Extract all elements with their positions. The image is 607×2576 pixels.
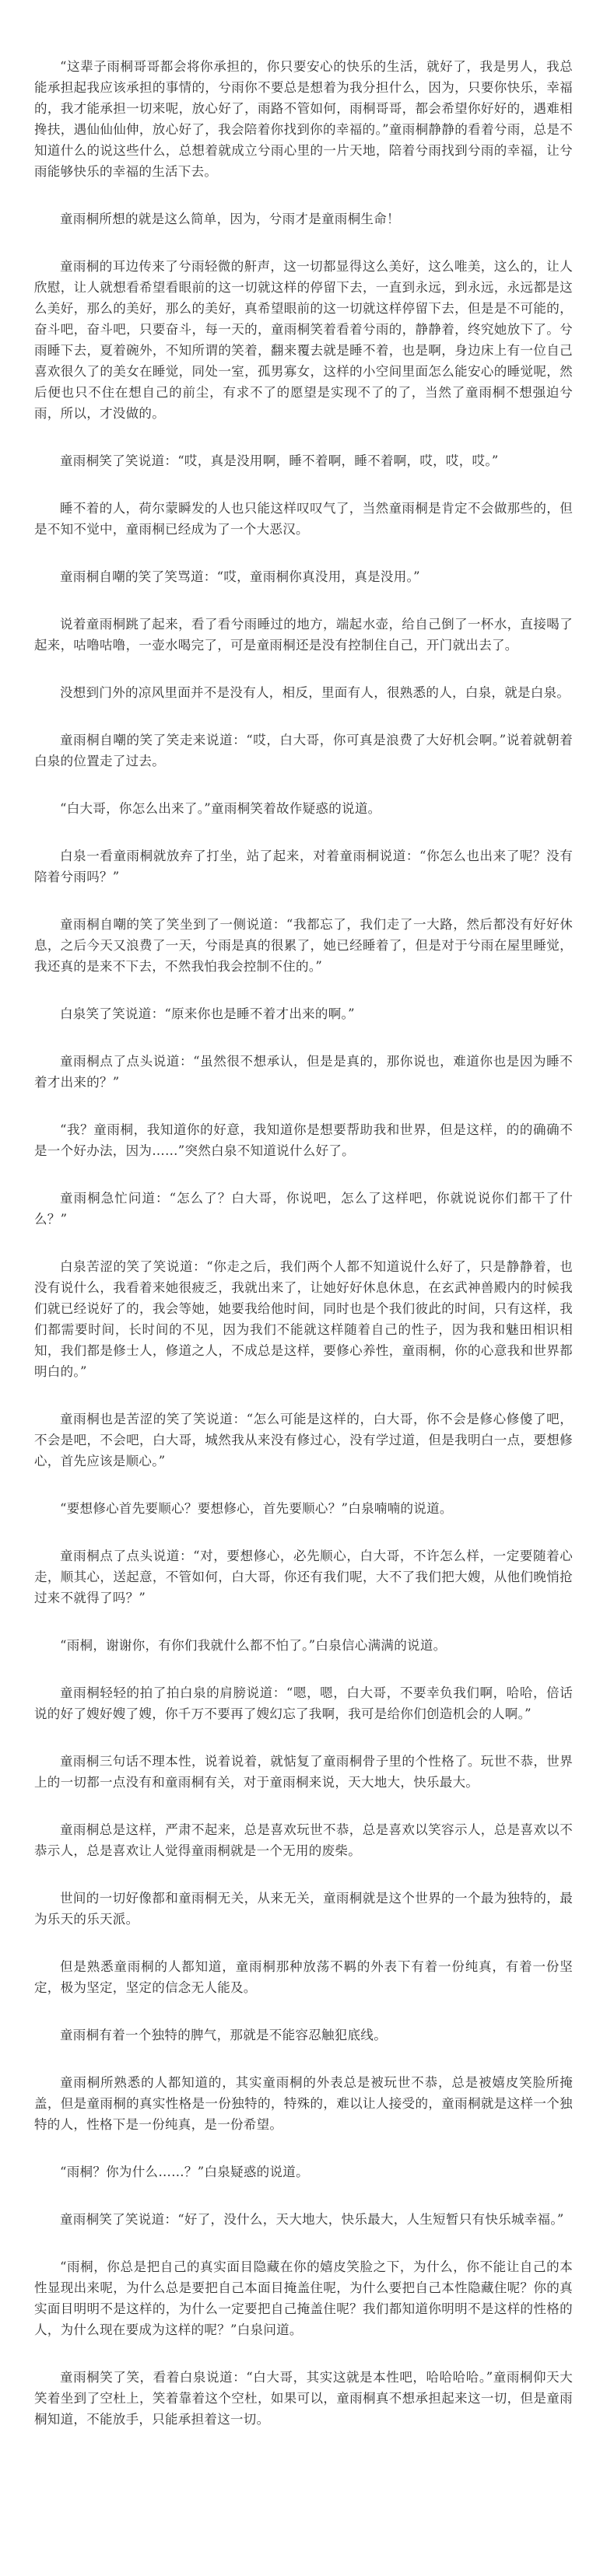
paragraph-9: 童雨桐自嘲的笑了笑走来说道：“哎，白大哥，你可真是浪费了大好机会啊。”说着就朝着白泉的位置走了过去。	[34, 733, 573, 768]
paragraph-6: 童雨桐自嘲的笑了笑骂道：“哎，童雨桐你真没用，真是没用。”	[60, 569, 420, 584]
paragraph-18: 童雨桐也是苦涩的笑了笑说道：“怎么可能是这样的，白大哥，你不会是修心修傻了吧，不会是吧，不会吧，白大哥，城然我从来没有修过心，没有学过道，但是我明白一点，要想修心，首先应该是顺心。”	[34, 1412, 573, 1468]
paragraph-26: 但是熟悉童雨桐的人都知道，童雨桐那种放荡不羁的外表下有着一份纯真，有着一份坚定，极为坚定，坚定的信念无人能及。	[34, 1959, 573, 1995]
paragraph-21: “雨桐，谢谢你，有你们我就什么都不怕了。”白泉信心满满的说道。	[60, 1638, 447, 1653]
paragraph-17: 白泉苦涩的笑了笑说道：“你走之后，我们两个人都不知道说什么好了，只是静静着，也没有说什么，我看着来她很疲乏，我就出来了，让她好好休息休息，在玄武神兽殿内的时候我们就已经说好了的，我会等她，她要我给他时间，同时也是个我们彼此的时间，只有这样，我们都需要时间，长时间的不见，因为我们不能就这样随着自己的性子，因为我和魅田相识相知，我们都是修士人，修道之人，不成总是这样，要修心养性，童雨桐，你的心意我和世界都明白的。”	[34, 1259, 573, 1379]
paragraph-13: 白泉笑了笑说道：“原来你也是睡不着才出来的啊。”	[60, 1006, 355, 1021]
paragraph-32: 童雨桐笑了笑，看着白泉说道：“白大哥，其实这就是本性吧，哈哈哈哈。”童雨桐仰天大笑着坐到了空杜上，笑着靠着这个空杜，如果可以，童雨桐真不想承担起来这一切，但是童雨桐知道，不能放手，只能承担着这一切。	[34, 2370, 573, 2427]
paragraph-1: “这辈子雨桐哥哥都会将你承担的，你只要安心的快乐的生活，就好了，我是男人，我总能承担起我应该承担的事情的，兮雨你不要总是想着为我分担什么，因为，只要你快乐，幸福的，我才能承担一切来呢，放心好了，雨路不管如何，雨桐哥哥，都会希望你好好的，遇难相搀扶，遇仙仙仙伸，放心好了，我会陪着你找到你的幸福的。”童雨桐静静的看着兮雨，总是不知道什么的说这些什么，总想着就成立兮雨心里的一片天地，陪着兮雨找到兮雨的幸福，让兮雨能够快乐的幸福的生活下去。	[34, 59, 573, 179]
paragraph-3: 童雨桐的耳边传来了兮雨轻微的鼾声，这一切都显得这么美好，这么唯美，这么的，让人欣慰，让人就想看希望看眼前的这一切就这样的停留下去，一直到永远，到永远，永远都是这么美好，那么的美好，那么的美好，真希望眼前的这一切就这样停留下去，但是是不可能的，奋斗吧，奋斗吧，只要奋斗，每一天的，童雨桐笑着看着兮雨的，静静着，终究她放下了。兮雨睡下去，夏着碗外，不知所谓的笑着，翻来覆去就是睡不着，也是啊，身边床上有一位自己喜欢很久了的美女在睡觉，同处一室，孤男寡女，这样的小空间里面怎么能安心的睡觉呢，然后便也只不住在想自己的前尘，有求不了的愿望是实现不了的了，当然了童雨桐不想强迫兮雨，所以，才没做的。	[34, 259, 573, 421]
paragraph-24: 童雨桐总是这样，严肃不起来，总是喜欢玩世不恭，总是喜欢以笑容示人，总是喜欢以不恭示人，总是喜欢让人觉得童雨桐就是一个无用的废柴。	[34, 1822, 573, 1858]
paragraph-7: 说着童雨桐跳了起来，看了看兮雨睡过的地方，端起水壶，给自己倒了一杯水，直接喝了起来，咕噜咕噜，一壶水喝完了，可是童雨桐还是没有控制住自己，开门就出去了。	[34, 617, 573, 653]
paragraph-10: “白大哥，你怎么出来了。”童雨桐笑着故作疑惑的说道。	[60, 801, 381, 816]
paragraph-2: 童雨桐所想的就是这么简单，因为，兮雨才是童雨桐生命！	[60, 212, 400, 226]
paragraph-8: 没想到门外的凉风里面并不是没有人，相反，里面有人，很熟悉的人，白泉，就是白泉。	[60, 685, 570, 700]
paragraph-12: 童雨桐自嘲的笑了笑坐到了一侧说道：“我都忘了，我们走了一大路，然后都没有好好休息，之后今天又浪费了一天，兮雨是真的很累了，她已经睡着了，但是对于兮雨在屋里睡觉，我还真的是来不下去，不然我怕我会控制不住的。”	[34, 917, 573, 974]
paragraph-30: 童雨桐笑了笑说道：“好了，没什么，天大地大，快乐最大，人生短暂只有快乐城幸福。”	[60, 2212, 564, 2227]
paragraph-23: 童雨桐三句话不理本性，说着说着，就惦复了童雨桐骨子里的个性格了。玩世不恭，世界上的一切都一点没有和童雨桐有关，对于童雨桐来说，天大地大，快乐最大。	[34, 1754, 573, 1790]
paragraph-28: 童雨桐所熟悉的人都知道的，其实童雨桐的外表总是被玩世不恭，总是被嬉皮笑脸所掩盖，但是童雨桐的真实性格是一份独特的，特殊的，难以让人接受的，童雨桐就是这样一个独特的人，性格下是一份纯真，是一份希望。	[34, 2075, 573, 2132]
paragraph-16: 童雨桐急忙问道：“怎么了？白大哥，你说吧，怎么了这样吧，你就说说你们都干了什么？”	[34, 1191, 573, 1227]
paragraph-27: 童雨桐有着一个独特的脾气，那就是不能容忍触犯底线。	[60, 2028, 387, 2042]
paragraph-25: 世间的一切好像都和童雨桐无关，从来无关，童雨桐就是这个世界的一个最为独特的，最为乐天的乐天派。	[34, 1891, 573, 1927]
paragraph-14: 童雨桐点了点头说道：“虽然很不想承认，但是是真的，那你说也，难道你也是因为睡不着才出来的？”	[34, 1054, 573, 1090]
paragraph-11: 白泉一看童雨桐就放弃了打坐，站了起来，对着童雨桐说道：“你怎么也出来了呢？没有陪着兮雨吗？”	[34, 849, 573, 884]
paragraph-20: 童雨桐点了点头说道：“对，要想修心，必先顺心，白大哥，不许怎么样，一定要随着心走，顺其心，送起意，不管如何，白大哥，你还有我们呢，大不了我们把大嫂，从他们晚悄抢过来不就得了吗？”	[34, 1549, 573, 1605]
paragraph-22: 童雨桐轻轻的拍了拍白泉的肩膀说道：“嗯，嗯，白大哥，不要幸负我们啊，哈哈，倍话说的好了嫂好嫂了嫂，你千万不要再了嫂幻忘了我啊，我可是给你们创造机会的人啊。”	[34, 1685, 573, 1721]
paragraph-31: “雨桐，你总是把自己的真实面目隐藏在你的嬉皮笑脸之下，为什么，你不能让自己的本性显现出来呢，为什么总是要把自己本面目掩盖住呢，为什么要把自己本性隐藏住呢？你的真实面目明明不是这样的，为什么一定要把自己掩盖住呢？我们都知道你明明不是这样的性格的人，为什么现在要成为这样的呢？”白泉问道。	[34, 2259, 573, 2337]
paragraph-15: “我？童雨桐，我知道你的好意，我知道你是想要帮助我和世界，但是这样，的的确确不是一个好办法，因为……”突然白泉不知道说什么好了。	[34, 1122, 573, 1158]
paragraph-19: “要想修心首先要顺心？要想修心，首先要顺心？”白泉喃喃的说道。	[60, 1501, 453, 1516]
paragraph-29: “雨桐？你为什么……？”白泉疑惑的说道。	[60, 2165, 309, 2179]
paragraph-5: 睡不着的人，荷尔蒙瞬发的人也只能这样叹叹气了，当然童雨桐是肯定不会做那些的，但是不知不觉中，童雨桐已经成为了一个大恶汉。	[34, 501, 573, 537]
paragraph-4: 童雨桐笑了笑说道：“哎，真是没用啊，睡不着啊，睡不着啊，哎，哎，哎。”	[60, 453, 499, 468]
